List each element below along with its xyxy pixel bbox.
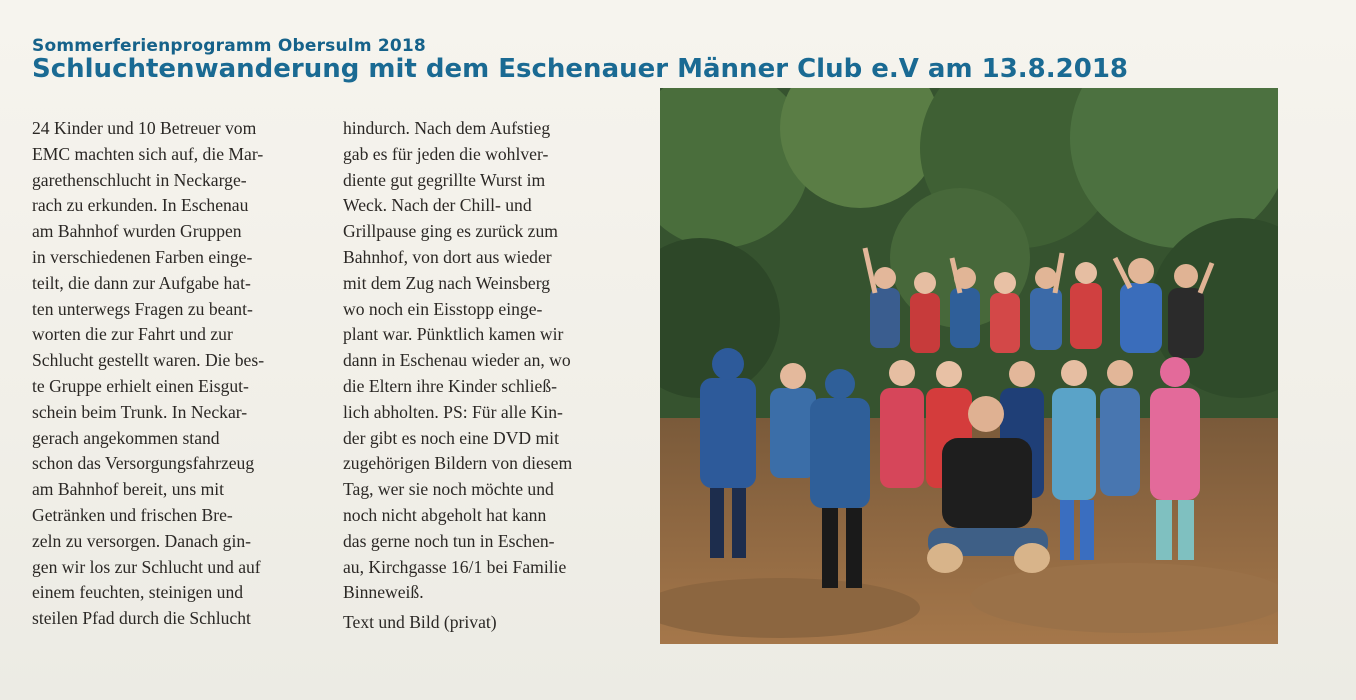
text-line: am Bahnhof bereit, uns mit: [32, 479, 225, 500]
text-line: gab es für jeden die wohlver-: [343, 143, 549, 164]
text-line: schon das Versorgungsfahrzeug: [32, 453, 255, 474]
article-column-2: [343, 116, 628, 636]
text-line: schein beim Trunk. In Neckar-: [32, 401, 248, 422]
text-line: steilen Pfad durch die Schlucht: [32, 608, 251, 629]
text-line: der gibt es noch eine DVD mit: [343, 427, 559, 448]
text-line: das gerne noch tun in Eschen-: [343, 530, 555, 551]
text-line: Weck. Nach der Chill- und: [343, 195, 532, 216]
article-headline: Schluchtenwanderung mit dem Eschenauer Männer Club e.V am 13.8.2018: [32, 54, 1128, 84]
article-kicker: Sommerferienprogramm Obersulm 2018: [32, 36, 426, 56]
text-line: wo noch ein Eisstopp einge-: [343, 298, 543, 319]
text-line: einem feuchten, steinigen und: [32, 582, 244, 603]
text-line: EMC machten sich auf, die Mar-: [32, 143, 264, 164]
text-line: Tag, wer sie noch möchte und: [343, 479, 554, 500]
text-line: dann in Eschenau wieder an, wo: [343, 350, 571, 371]
text-line: in verschiedenen Farben einge-: [32, 246, 253, 267]
article-column-1: [32, 116, 312, 632]
text-line: ten unterwegs Fragen zu beant-: [32, 298, 253, 319]
text-line: rach zu erkunden. In Eschenau: [32, 195, 249, 216]
text-line: diente gut gegrillte Wurst im: [343, 169, 546, 190]
text-line: worten die zur Fahrt und zur: [32, 324, 233, 345]
group-photo: [660, 88, 1278, 644]
text-line: teilt, die dann zur Aufgabe hat-: [32, 272, 251, 293]
text-line: zeln zu versorgen. Danach gin-: [32, 530, 252, 551]
text-line: 24 Kinder und 10 Betreuer vom: [32, 118, 257, 138]
text-line: noch nicht abgeholt hat kann: [343, 504, 547, 525]
text-line: te Gruppe erhielt einen Eisgut-: [32, 375, 249, 396]
text-line: Grillpause ging es zurück zum: [343, 221, 558, 242]
photo-credit: Text und Bild (privat): [343, 612, 497, 633]
text-line: lich abholten. PS: Für alle Kin-: [343, 401, 563, 422]
text-line: Schlucht gestellt waren. Die bes-: [32, 350, 265, 371]
group-photo-illustration: [660, 88, 1278, 644]
text-line: Bahnhof, von dort aus wieder: [343, 246, 552, 267]
text-line: mit dem Zug nach Weinsberg: [343, 272, 551, 293]
text-line: Getränken und frischen Bre-: [32, 504, 233, 525]
text-line: die Eltern ihre Kinder schließ-: [343, 375, 557, 396]
text-line: au, Kirchgasse 16/1 bei Familie: [343, 556, 567, 577]
text-line: gerach angekommen stand: [32, 427, 220, 448]
text-line: plant war. Pünktlich kamen wir: [343, 324, 564, 345]
text-line: garethenschlucht in Neckarge-: [32, 169, 247, 190]
text-line: hindurch. Nach dem Aufstieg: [343, 118, 551, 138]
text-line: Binneweiß.: [343, 582, 424, 603]
text-line: gen wir los zur Schlucht und auf: [32, 556, 261, 577]
text-line: zugehörigen Bildern von diesem: [343, 453, 573, 474]
text-line: am Bahnhof wurden Gruppen: [32, 221, 242, 242]
